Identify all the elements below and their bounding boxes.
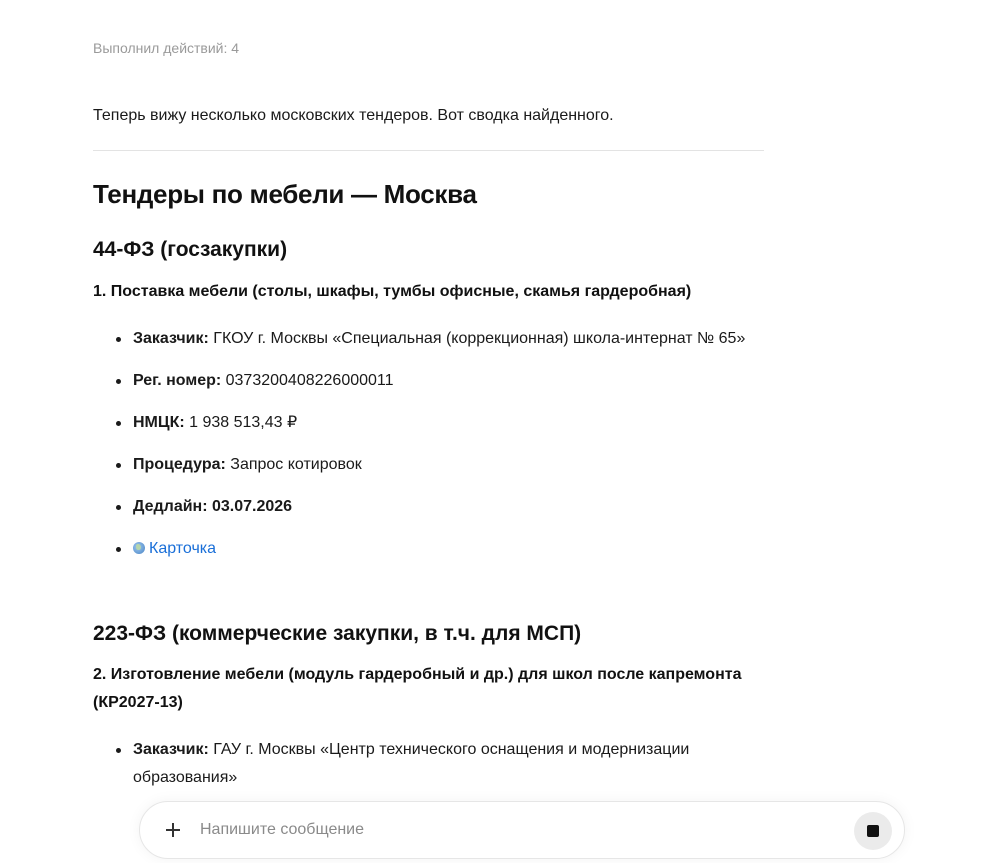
tender-title-2: 2. Изготовление мебели (модуль гардеробный и др.) для школ после капремонта (КР2027-13) <box>93 666 742 711</box>
stop-icon <box>867 825 879 837</box>
price-label: НМЦК: <box>133 414 185 431</box>
section-heading-44fz: 44-ФЗ (госзакупки) <box>93 238 288 261</box>
list-item-card-link <box>93 535 764 563</box>
customer-value: ГАУ г. Москвы «Центр технического оснащения и модернизации образования» <box>133 741 690 786</box>
tender-1-details <box>93 325 764 563</box>
card-link[interactable] <box>133 540 216 557</box>
list-item-customer <box>93 325 764 353</box>
procedure-label: Процедура: <box>133 456 226 473</box>
globe-icon <box>133 542 145 554</box>
list-item-customer <box>93 736 764 792</box>
list-item-reg-number <box>93 367 764 395</box>
list-item-procedure <box>93 451 764 479</box>
message-title: Тендеры по мебели — Москва <box>93 179 477 209</box>
section-heading-223fz: 223-ФЗ (коммерческие закупки, в т.ч. для МСП) <box>93 622 582 645</box>
stop-button[interactable] <box>854 812 892 850</box>
list-item-price <box>93 409 764 437</box>
price-value: 1 938 513,43 ₽ <box>184 414 298 431</box>
actions-count-status[interactable]: Выполнил действий: 4 <box>93 40 240 56</box>
customer-label: Заказчик: <box>133 741 209 758</box>
message-input[interactable] <box>200 817 840 843</box>
card-link-label: Карточка <box>149 540 217 557</box>
customer-value: ГКОУ г. Москвы «Специальная (коррекционная) школа-интернат № 65» <box>208 330 746 347</box>
tender-2-details <box>93 736 764 792</box>
message-composer <box>139 801 905 859</box>
deadline-value: 03.07.2026 <box>207 498 293 515</box>
customer-label: Заказчик: <box>133 330 209 347</box>
intro-text: Теперь вижу несколько московских тендеров. Вот сводка найденного. <box>93 107 614 124</box>
plus-icon[interactable] <box>162 819 184 841</box>
tender-title-1: 1. Поставка мебели (столы, шкафы, тумбы офисные, скамья гардеробная) <box>93 283 692 300</box>
reg-number-label: Рег. номер: <box>133 372 222 389</box>
divider <box>93 150 764 151</box>
deadline-label: Дедлайн: <box>133 498 208 515</box>
procedure-value: Запрос котировок <box>225 456 362 473</box>
reg-number-value: 0373200408226000011 <box>221 372 394 389</box>
list-item-deadline <box>93 493 764 521</box>
